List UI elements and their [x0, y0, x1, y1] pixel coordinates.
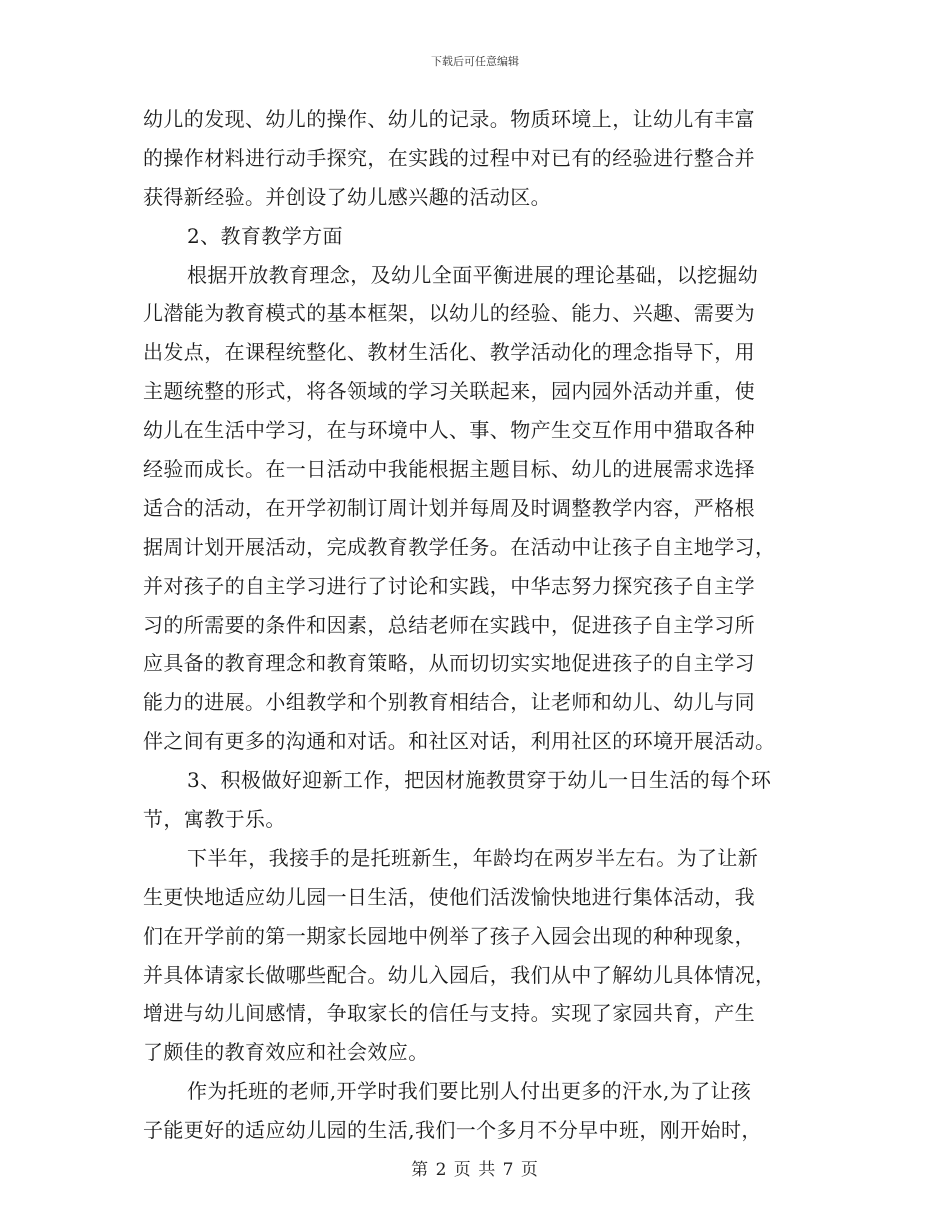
text-line: 儿潜能为教育模式的基本框架，以幼儿的经验、能力、兴趣、需要为: [143, 301, 755, 326]
text-line: 子能更好的适应幼儿园的生活,我们一个多月不分早中班，刚开始时，: [143, 1118, 762, 1143]
text-line: 根据开放教育理念，及幼儿全面平衡进展的理论基础，以挖掘幼: [187, 262, 759, 287]
page-header: 下载后可任意编辑: [431, 55, 519, 68]
text-line: 并具体请家长做哪些配合。幼儿入园后，我们从中了解幼儿具体情况，: [143, 962, 776, 987]
text-line: 了颇佳的教育效应和社会效应。: [143, 1040, 429, 1065]
text-line: 应具备的教育理念和教育策略，从而切切实实地促进孩子的自主学习: [143, 651, 755, 676]
text-line: 下半年，我接手的是托班新生，年龄均在两岁半左右。为了让新: [187, 845, 759, 870]
text-line: 2、教育教学方面: [187, 223, 343, 248]
page-footer: 第 2 页 共 7 页: [411, 1160, 539, 1180]
text-line: 伴之间有更多的沟通和对话。和社区对话，利用社区的环境开展活动。: [143, 729, 776, 754]
text-line: 生更快地适应幼儿园一日生活，使他们活泼愉快地进行集体活动，我: [143, 884, 755, 909]
document-body: [143, 100, 813, 1150]
text-line: 作为托班的老师,开学时我们要比别人付出更多的汗水,为了让孩: [187, 1079, 752, 1104]
text-line: 节，寓教于乐。: [143, 807, 286, 832]
text-line: 幼儿的发现、幼儿的操作、幼儿的记录。物质环境上，让幼儿有丰富: [143, 107, 755, 131]
text-line: 能力的进展。小组教学和个别教育相结合，让老师和幼儿、幼儿与同: [143, 690, 755, 715]
text-line: 们在开学前的第一期家长园地中例举了孩子入园会出现的种种现象，: [143, 923, 755, 948]
text-line: 习的所需要的条件和因素，总结老师在实践中，促进孩子自主学习所: [143, 612, 755, 637]
text-line: 并对孩子的自主学习进行了讨论和实践，中华志努力探究孩子自主学: [143, 573, 755, 598]
text-line: 幼儿在生活中学习，在与环境中人、事、物产生交互作用中猎取各种: [143, 418, 755, 443]
text-line: 适合的活动，在开学初制订周计划并每周及时调整教学内容，严格根: [143, 495, 755, 520]
text-line: 3、积极做好迎新工作，把因材施教贯穿于幼儿一日生活的每个环: [187, 768, 772, 793]
text-line: 据周计划开展活动，完成教育教学任务。在活动中让孩子自主地学习，: [143, 534, 776, 559]
text-line: 获得新经验。并创设了幼儿感兴趣的活动区。: [143, 184, 551, 209]
text-line: 经验而成长。在一日活动中我能根据主题目标、幼儿的进展需求选择: [143, 457, 755, 482]
text-line: 增进与幼儿间感情，争取家长的信任与支持。实现了家园共育，产生: [143, 1001, 755, 1026]
text-line: 出发点，在课程统整化、教材生活化、教学活动化的理念指导下，用: [143, 340, 755, 365]
text-line: 主题统整的形式，将各领域的学习关联起来，园内园外活动并重，使: [143, 379, 755, 404]
text-line: 的操作材料进行动手探究，在实践的过程中对已有的经验进行整合并: [143, 145, 755, 170]
